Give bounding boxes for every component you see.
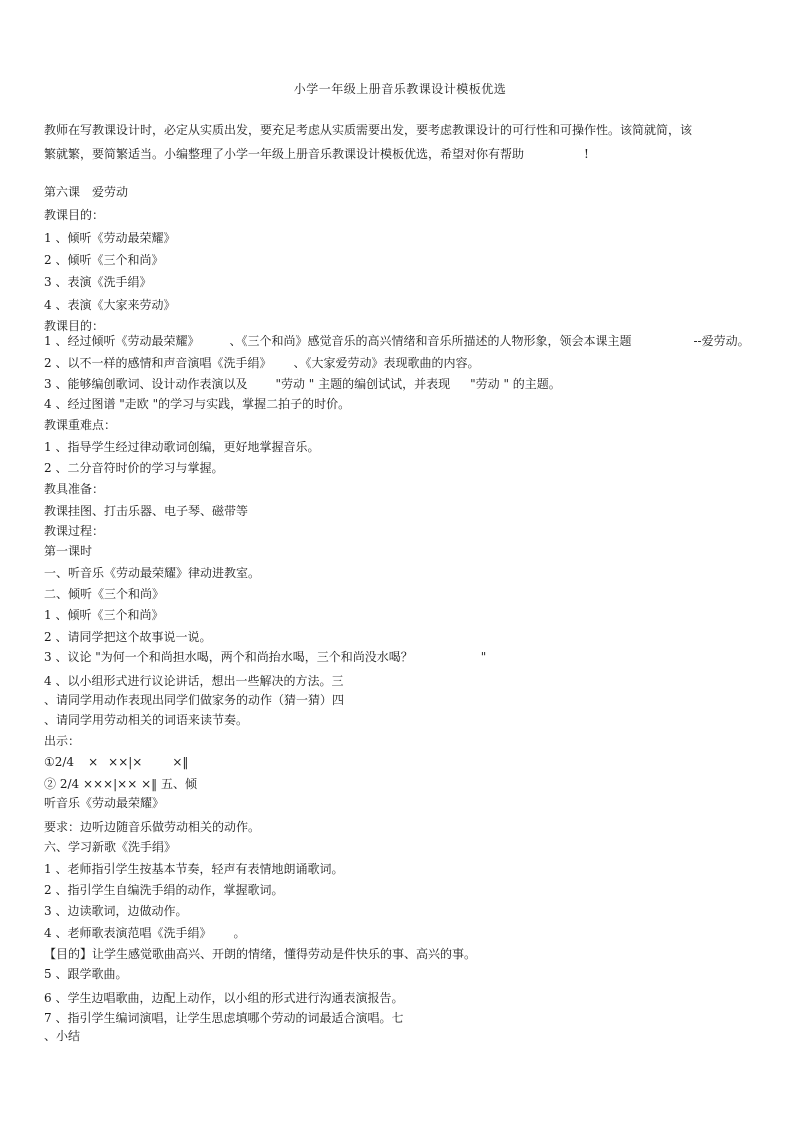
step-2-item-2: 2 、请同学把这个故事说一说。 — [44, 630, 212, 644]
difficulty-item-1: 1 、指导学生经过律动歌词创编，更好地掌握音乐。 — [44, 440, 320, 454]
step-1: 一、听音乐《劳动最荣耀》律动进教室。 — [44, 566, 261, 580]
difficulty-heading: 教课重难点： — [44, 418, 117, 432]
process-heading: 教课过程： — [44, 524, 105, 538]
step-2-item-3: 3 、议论 "为何一个和尚担水喝，两个和尚抬水喝，三个和尚没水喝？ " — [44, 650, 487, 664]
step-2-item-4: 4 、以小组形式进行议论讲话，想出一些解决的方法。三 — [44, 674, 344, 688]
step-6-item-3: 3 、边读歌词，边做动作。 — [44, 904, 188, 918]
objective-2: 2 、以不一样的感情和声音演唱《洗手绢》 、《大家爱劳动》表现歌曲的内容。 — [44, 356, 480, 370]
rhythm-line-2: ② 2/4 ×××|×× ×‖ 五、倾 — [44, 777, 197, 791]
objective-3: 3 、能够编创歌词、设计动作表演以及 "劳动 " 主题的编创试试，并表现 "劳动 " 的主题。 — [44, 377, 561, 391]
intro-paragraph — [44, 118, 764, 166]
objective-1: 1 、经过倾听《劳动最荣耀》 、《三个和尚》感觉音乐的高兴情绪和音乐所描述的人物形象，领会本课主题 --爱劳动。 — [44, 334, 750, 348]
tools-heading: 教具准备： — [44, 482, 105, 496]
step-4: 、请同学用劳动相关的词语来读节奏。 — [44, 713, 249, 727]
show-label: 出示： — [44, 734, 81, 748]
lesson-title: 第六课 爱劳动 — [44, 185, 129, 199]
goals-heading-1: 教课目的： — [44, 208, 105, 222]
rhythm-line-1: ①2/4 × ××|× ×‖ — [44, 755, 189, 769]
summary-heading: 、小结 — [44, 1029, 81, 1043]
step-6-item-7: 7 、指引学生编词演唱，让学生思虑填哪个劳动的词最适合演唱。七 — [44, 1011, 404, 1025]
first-class-label: 第一课时 — [44, 544, 93, 558]
difficulty-item-2: 2 、二分音符时价的学习与掌握。 — [44, 461, 224, 475]
step-6-item-1: 1 、老师指引学生按基本节奏，轻声有表情地朗诵歌词。 — [44, 862, 344, 876]
tools-text: 教课挂图、打击乐器、电子琴、磁带等 — [44, 504, 249, 518]
goal-item-1: 1 、倾听《劳动最荣耀》 — [44, 231, 176, 245]
intro-line-1: 教师在写教课设计时，必定从实质出发，要充足考虑从实质需要出发，要考虑教课设计的可行性和可操作性。该简就简，该 — [44, 123, 693, 137]
step-2: 二、倾听《三个和尚》 — [44, 587, 165, 601]
intro-line-2: 繁就繁，要简繁适当。小编整理了小学一年级上册音乐教课设计模板优选，希望对你有帮助 ! — [44, 147, 589, 161]
step-5: 听音乐《劳动最荣耀》 — [44, 796, 165, 810]
intro-exclamation: ! — [584, 147, 589, 161]
step-2-item-1: 1 、倾听《三个和尚》 — [44, 608, 164, 622]
step-3: 、请同学用动作表现出同学们做家务的动作（猜一猜）四 — [44, 693, 345, 707]
goal-item-3: 3 、表演《洗手绢》 — [44, 275, 152, 289]
step-6-item-6: 6 、学生边唱歌曲，边配上动作，以小组的形式进行沟通表演报告。 — [44, 991, 404, 1005]
objective-4: 4 、经过图谱 "走欧 "的学习与实践，掌握二拍子的时价。 — [44, 397, 351, 411]
requirement: 要求：边听边随音乐做劳动相关的动作。 — [44, 820, 261, 834]
goals-heading-2: 教课目的： — [44, 319, 105, 333]
step-6-item-2: 2 、指引学生自编洗手绢的动作，掌握歌词。 — [44, 883, 284, 897]
document-title: 小学一年级上册音乐教课设计模板优选 — [293, 82, 507, 96]
step-6-item-4: 4 、老师歌表演范唱《洗手绢》 。 — [44, 926, 246, 940]
step-6: 六、学习新歌《洗手绢》 — [44, 840, 177, 854]
step-6-item-5: 5 、跟学歌曲。 — [44, 967, 128, 981]
purpose-note: 【目的】让学生感觉歌曲高兴、开朗的情绪，懂得劳动是件快乐的事、高兴的事。 — [44, 947, 477, 961]
goal-item-2: 2 、倾听《三个和尚》 — [44, 253, 164, 267]
goal-item-4: 4 、表演《大家来劳动》 — [44, 298, 176, 312]
